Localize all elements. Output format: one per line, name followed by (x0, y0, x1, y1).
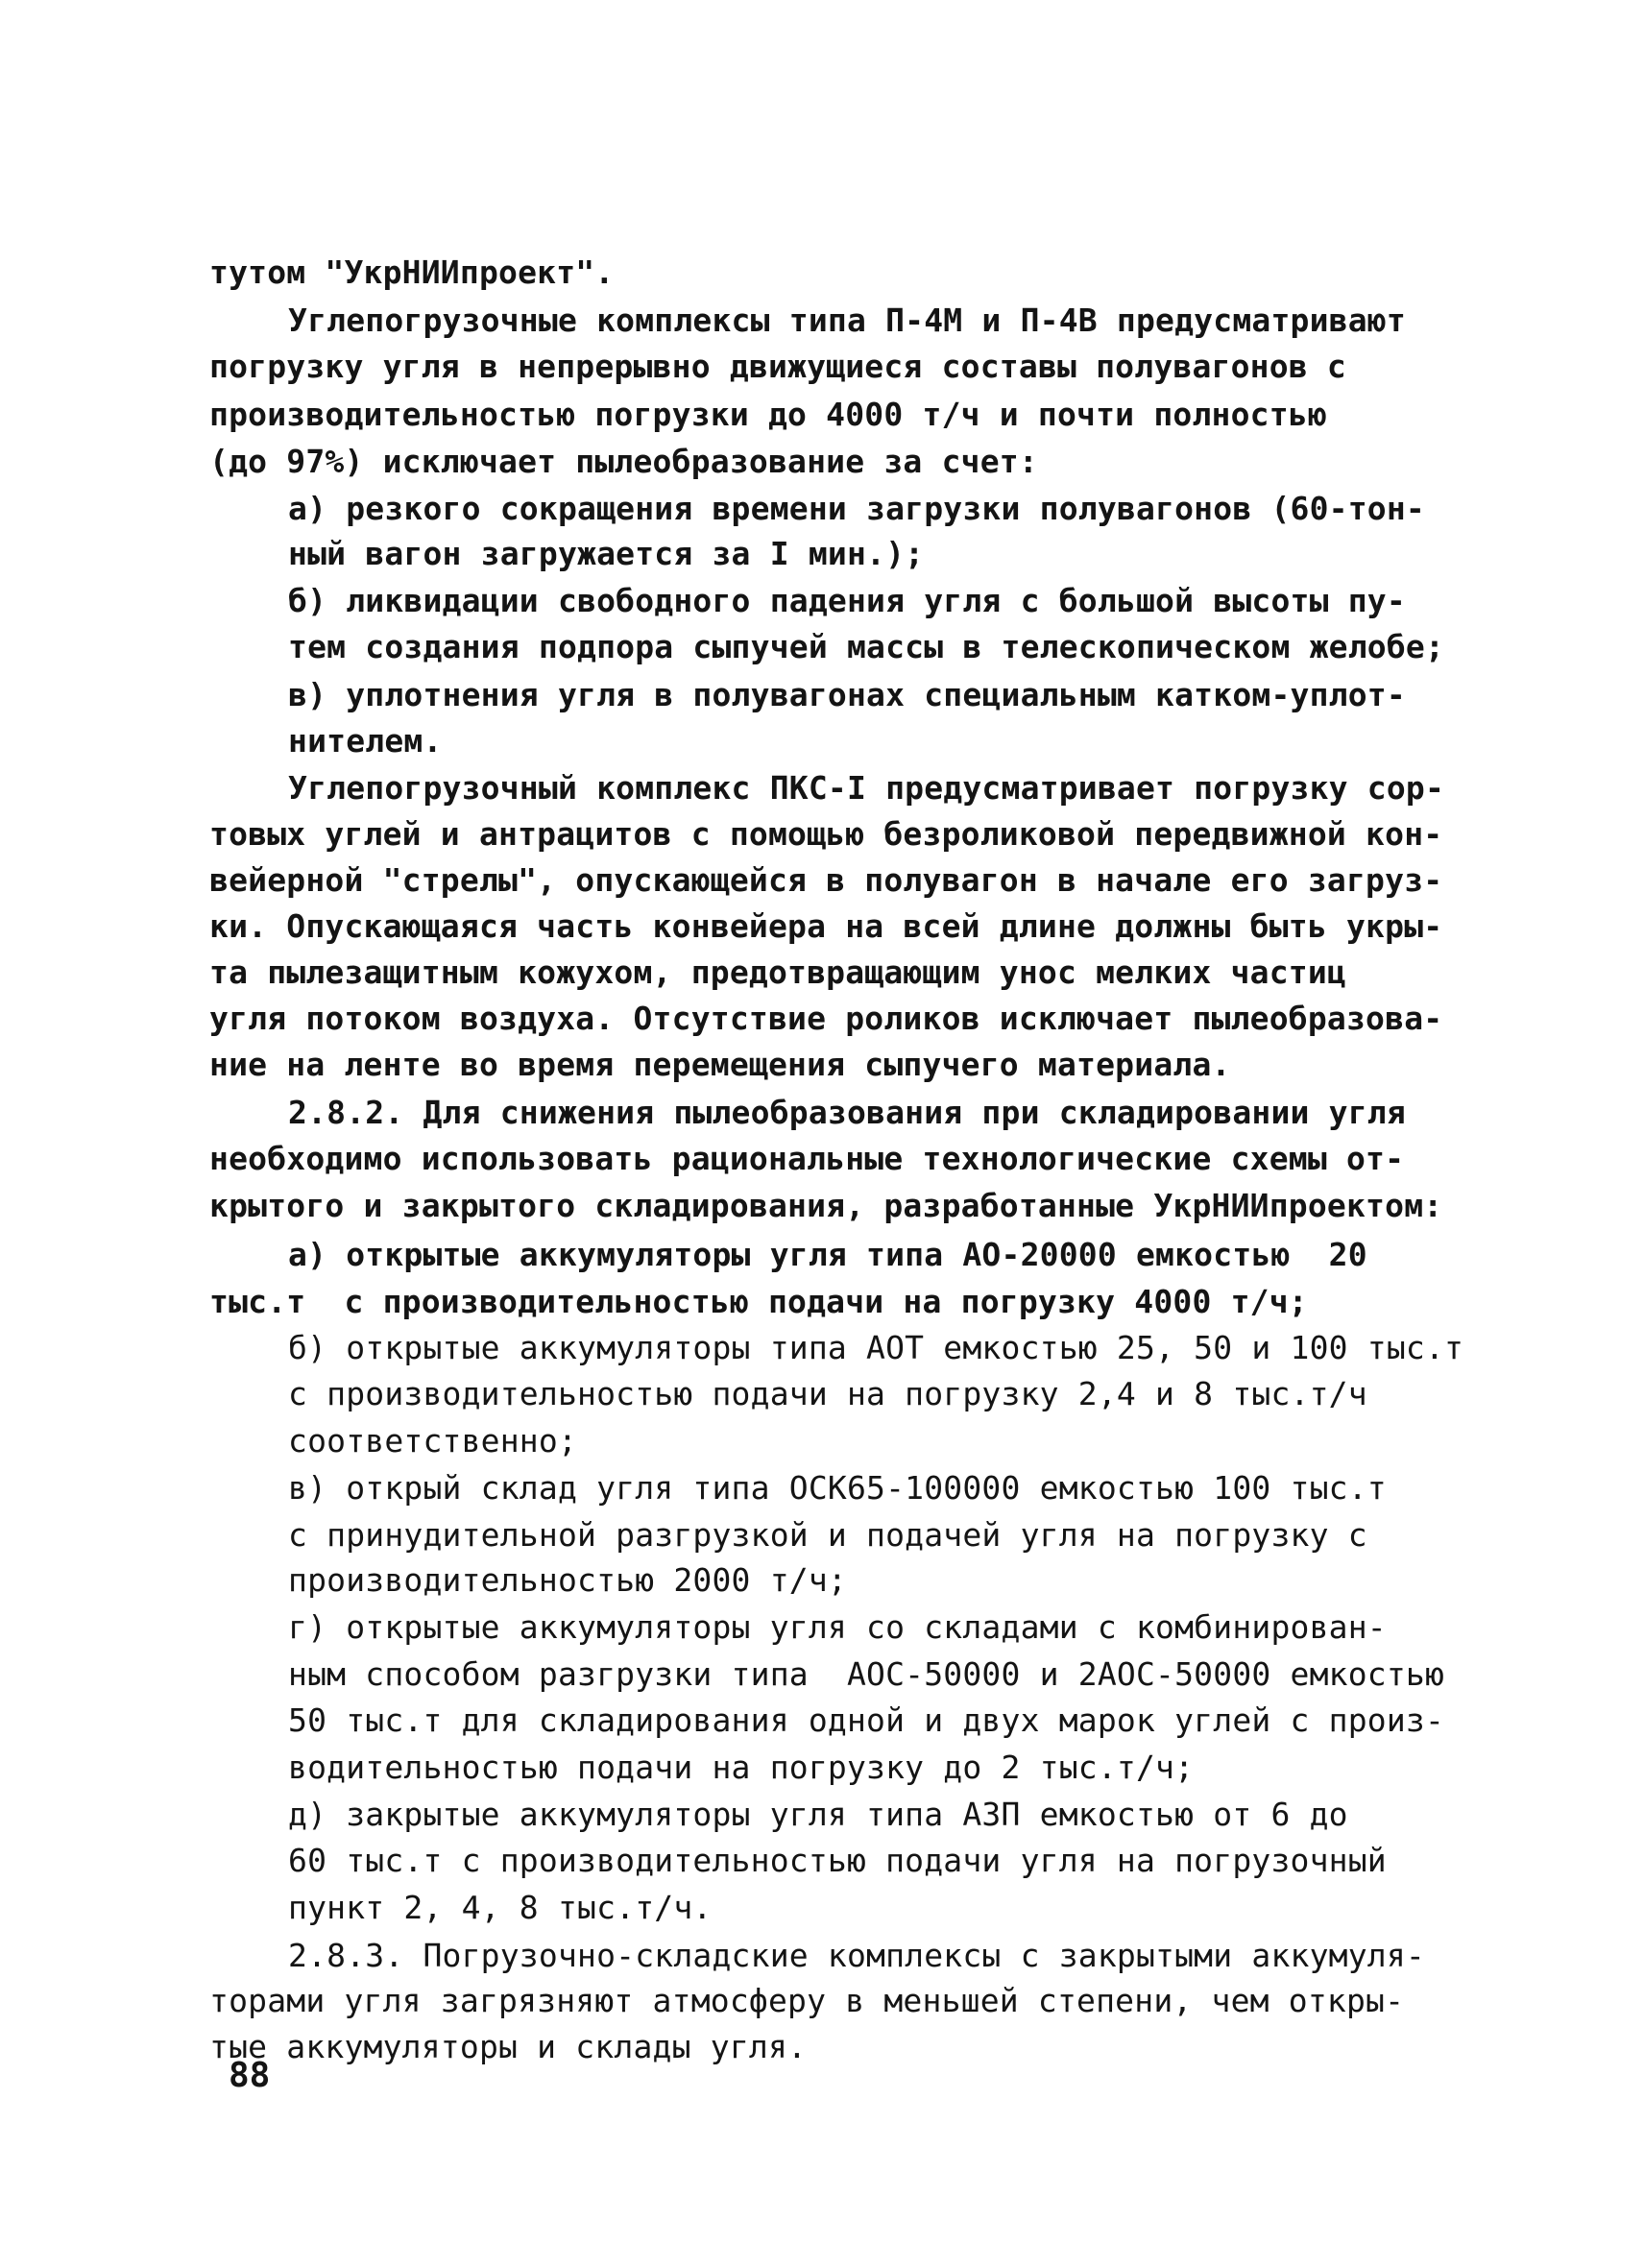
text-line: ный вагон загружается за I мин.); (288, 535, 925, 572)
text-line: 50 тыс.т для складирования одной и двух марок углей с произ- (288, 1701, 1445, 1739)
text-line: ки. Опускающаяся часть конвейера на всей длине должны быть укры- (209, 907, 1443, 945)
text-line: ным способом разгрузки типа АОС-50000 и 2АОС-50000 емкостью (288, 1655, 1445, 1693)
text-line: погрузку угля в непрерывно движущиеся составы полувагонов с (209, 348, 1346, 385)
text-line: Углепогрузочный комплекс ПКС-I предусматривает погрузку сор- (288, 769, 1445, 807)
text-line: пункт 2, 4, 8 тыс.т/ч. (288, 1889, 713, 1926)
text-line: крытого и закрытого складирования, разработанные УкрНИИпроектом: (209, 1187, 1443, 1224)
text-line: в) уплотнения угля в полувагонах специальным катком-уплот- (288, 676, 1406, 713)
text-line: вейерной "стрелы", опускающейся в полувагон в начале его загруз- (209, 861, 1443, 899)
text-line: торами угля загрязняют атмосферу в меньшей степени, чем откры- (209, 1982, 1405, 2019)
text-line: г) открытые аккумуляторы угля со складами с комбинирован- (288, 1608, 1387, 1646)
text-line: тутом "УкрНИИпроект". (209, 253, 615, 291)
text-line: в) открый склад угля типа ОСК65-100000 емкостью 100 тыс.т (288, 1469, 1387, 1507)
text-line: тем создания подпора сыпучей массы в телескопическом желобе; (288, 628, 1445, 665)
text-line: (до 97%) исключает пылеобразование за счет: (209, 443, 1038, 480)
text-line: водительностью подачи на погрузку до 2 тыс.т/ч; (288, 1749, 1195, 1786)
text-line: Углепогрузочные комплексы типа П-4М и П-4В предусматривают (288, 302, 1406, 339)
text-line: соответственно; (288, 1422, 578, 1460)
text-line: ние на ленте во время перемещения сыпучего материала. (209, 1046, 1231, 1083)
text-line: 60 тыс.т с производительностью подачи угля на погрузочный (288, 1842, 1387, 1879)
text-line: б) ликвидации свободного падения угля с большой высоты пу- (288, 582, 1406, 619)
text-line: а) открытые аккумуляторы угля типа АО-20000 емкостью 20 (288, 1236, 1367, 1273)
text-line: угля потоком воздуха. Отсутствие роликов исключает пылеобразова- (209, 1000, 1443, 1037)
text-line: 2.8.3. Погрузочно-складские комплексы с закрытыми аккумуля- (288, 1937, 1425, 1974)
text-line: д) закрытые аккумуляторы угля типа АЗП емкостью от 6 до (288, 1796, 1348, 1833)
page-number: 88 (229, 2056, 271, 2095)
text-line: а) резкого сокращения времени загрузки полувагонов (60-тон- (288, 490, 1425, 527)
text-line: производительностью погрузки до 4000 т/ч и почти полностью (209, 396, 1327, 433)
text-line: товых углей и антрацитов с помощью безроликовой передвижной кон- (209, 815, 1443, 853)
text-line: та пылезащитным кожухом, предотвращающим унос мелких частиц (209, 953, 1346, 991)
text-line: производительностью 2000 т/ч; (288, 1561, 847, 1599)
text-line: 2.8.2. Для снижения пылеобразования при складировании угля (288, 1094, 1406, 1131)
text-line: с принудительной разгрузкой и подачей угля на погрузку с (288, 1516, 1367, 1554)
text-line: с производительностью подачи на погрузку 2,4 и 8 тыс.т/ч (288, 1375, 1367, 1412)
text-line: нителем. (288, 722, 443, 760)
text-line: необходимо использовать рациональные технологические схемы от- (209, 1140, 1405, 1177)
text-line: тыс.т с производительностью подачи на погрузку 4000 т/ч; (209, 1283, 1308, 1320)
text-line: б) открытые аккумуляторы типа АОТ емкостью 25, 50 и 100 тыс.т (288, 1329, 1464, 1366)
text-line: тые аккумуляторы и склады угля. (209, 2028, 808, 2065)
